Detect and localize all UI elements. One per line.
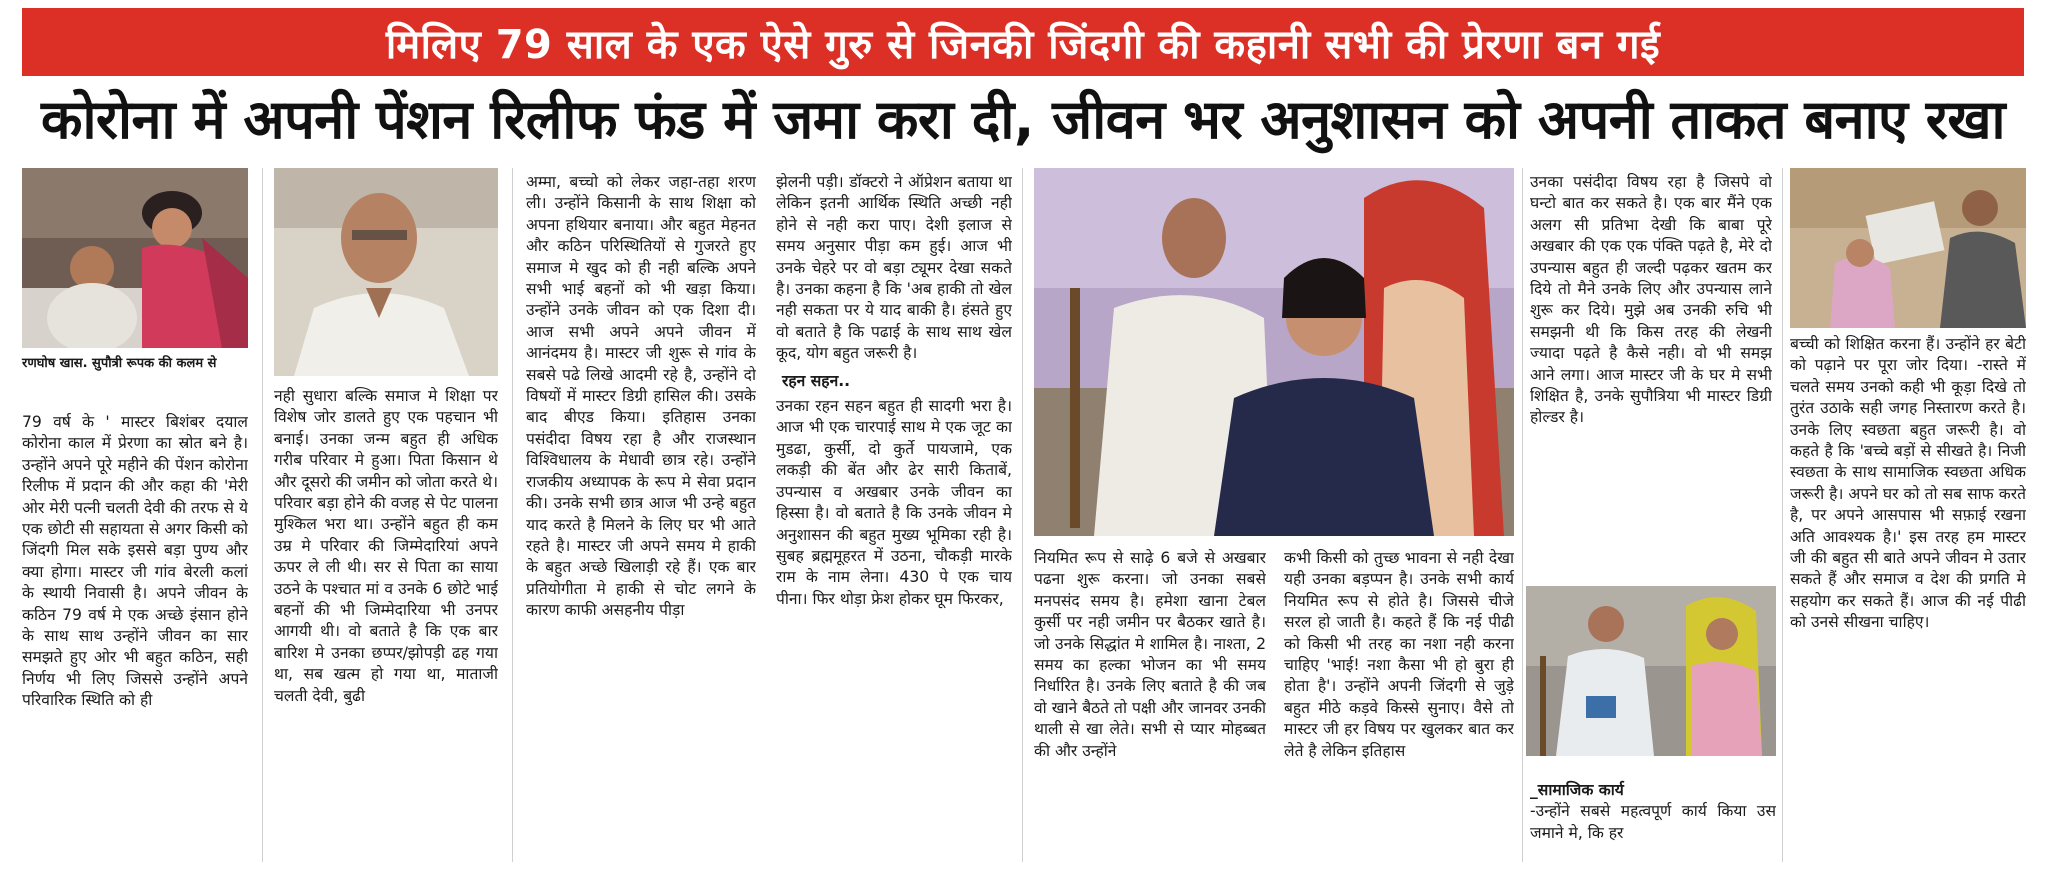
article-column-4 [776, 172, 1012, 862]
byline: रणघोष खास. सुपौत्री रूपक की कलम से [22, 356, 217, 371]
article-column-7-bottom [1530, 780, 1776, 864]
column-8-text: बच्ची को शिक्षित करना हैं। उन्होंने हर बेटी को पढ़ाने पर पूरा जोर दिया। -रास्ते में चलते समय उनको कही भी कूड़ा दिखे तो तुरंत उठाके सही जगह निस्तारण करते है। उनके लिए स्वछता बहुत जरूरी है। वो कहते है कि 'बच्चे बड़ों से सीखते है। निजी स्वछता के साथ सामाजिक स्वछता अधिक जरूरी है। अपने घर को तो सब साफ करते है, पर अपने आसपास भी सफ़ाई रखना अति आवश्यक है।' इस तरह हम मास्टर जी की बहुत सी बाते अपने जीवन मे उतार सकते हैं और समाज व देश की प्रगति मे सहयोग कर सकते हैं। आज की नई पीढी को उनसे सीखना चाहिए। [1790, 335, 2026, 632]
column-4-text-b: उनका रहन सहन बहुत ही सादगी भरा है। आज भी एक चारपाई साथ मे एक जूट का मुडढा, कुर्सी, दो कुर्ते पायजामे, एक लकड़ी की बेंत और ढेर सारी किताबें, उपन्यास व अखबार उनके जीवन का हिस्सा है। वो बताते है कि उनके जीवन मे अनुशासन की बहुत मुख्य भूमिका रही है। सुबह ब्रह्ममूहरत में उठना, चौकड़ी मारके राम के नाम लेना। 430 पे एक चाय पीना। फिर थोड़ा फ्रेश होकर घूम फिरकर, [776, 397, 1012, 608]
column-6-text: कभी किसी को तुच्छ भावना से नही देखा यही उनका बड़प्पन है। उनके सभी कार्य नियमित रूप से होते है। जिससे चीजे सरल हो जाती है। कहते हैं कि नई पीढी को किसी भी तरह का नशा नही करना चाहिए 'भाई! नशा कैसा भी हो बुरा ही होता है'। उन्होंने अपनी जिंदगी से जुड़े बहुत मीठे कड़वे किस्से सुनाए। वैसे तो मास्टर जी हर विषय पर खुलकर बात कर लेते है लेकिन इतिहास [1284, 549, 1514, 760]
photo-master-portrait [274, 168, 498, 376]
column-3-text: अम्मा, बच्चो को लेकर जहा-तहा शरण ली। उन्होंने किसानी के साथ शिक्षा को अपना हथियार बनाया। और बहुत मेहनत और कठिन परिस्थितियों से गुजरते हुए समाज मे खुद को ही नही बल्कि अपने सभी भाई बहनों को भी खड़ा किया। उन्होंने उनके जीवन को एक दिशा दी। आज सभी अपने अपने जीवन में आनंदमय है। मास्टर जी शुरू से गांव के सबसे पढे लिखे आदमी रहे है, उन्होंने दो विषयों में मास्टर डिग्री हासिल की। उसके बाद बीएड किया। इतिहास उनका पसंदीदा विषय रहा है और राजस्थान विश्विधालय के मेधावी छात्र रहे। उन्होंने राजकीय अध्यापक के रूप मे सेवा प्रदान की। उनके सभी छात्र आज भी उन्हे बहुत याद करते है मिलने के लिए घर भी आते रहते है। मास्टर जी अपने समय मे हाकी के बहुत अच्छे खिलाड़ी रहे हैं। एक बार प्रतियोगीता मे हाकी से चोट लगने के कारण काफी असहनीय पीड़ा [526, 173, 756, 620]
column-divider [1022, 168, 1023, 862]
article-column-8 [1790, 334, 2026, 862]
column-divider [262, 168, 263, 862]
article-column-2 [274, 386, 498, 862]
article-column-6 [1284, 548, 1514, 862]
column-7-text-b: -उन्होंने सबसे महत्वपूर्ण कार्य किया उस जमाने मे, कि हर [1530, 802, 1776, 842]
top-banner: मिलिए 79 साल के एक ऐसे गुरु से जिनकी जिंदगी की कहानी सभी की प्रेरणा बन गई [22, 8, 2024, 76]
column-1-text: 79 वर्ष के ' मास्टर बिशंबर दयाल कोरोना काल में प्रेरणा का स्रोत बने है। उन्होंने अपने पूरे महीने की पेंशन कोरोना रिलीफ में प्रदान की और कहा की 'मेरी ओर मेरी पत्नी चलती देवी की तरफ से ये एक छोटी सी सहायता से अगर किसी को जिंदगी मिल सके इससे बड़ा पुण्य और क्या होगा। मास्टर जी गांव बेरली कलां के स्थायी निवासी है। अपने जीवन के कठिन 79 वर्ष मे एक अच्छे इंसान होने के साथ साथ उन्होंने जीवन का सार समझते हुए ओर भी बहुत कठिन, सही निर्णय भी लिए जिससे उन्होंने अपने परिवारिक स्थिति को ही [22, 413, 248, 710]
article-column-5 [1034, 548, 1266, 862]
article-column-1 [22, 412, 248, 862]
column-7-text-a: उनका पसंदीदा विषय रहा है जिसपे वो घन्टो बात कर सकते है। एक बार मैंने एक अलग सी प्रतिभा देखी कि बाबा पूरे अखबार की एक एक पंक्ति पढ़ते है, मेरे दो उपन्यास बहुत ही जल्दी पढ़कर खतम कर दिये तो मैने उनके लिए और उपन्यास लाने शुरू कर दिये। मुझे अब उनकी रुचि भी समझनी थी कि किस तरह की लेखनी ज्यादा पढ़ते है कैसे नही। वो भी समझ आने लगा। आज मास्टर जी के घर मे सभी शिक्षित है, उनके सुपौत्रिया भी मास्टर डिग्री होल्डर है। [1530, 173, 1772, 427]
column-5-text: नियमित रूप से साढ़े 6 बजे से अखबार पढना शुरू करना। जो उनका सबसे मनपसंद समय है। हमेशा खाना टेबल कुर्सी पर नही जमीन पर बैठकर खाते है। जो उनके सिद्धांत मे शामिल है। नाश्ता, 2 समय का हल्का भोजन का भी समय निर्धारित है। उनके लिए बताते है की जब वो खाने बैठते तो पक्षी और जानवर उनकी थाली से खा लेते। सभी से प्यार मोहब्बत की और उन्होंने [1034, 549, 1266, 760]
photo-couple-seated [1526, 586, 1776, 756]
column-divider [1782, 168, 1783, 862]
column-4-text-a: झेलनी पड़ी। डॉक्टरो ने ऑप्रेशन बताया था लेकिन इतनी आर्थिक स्थिति अच्छी नही होने से नही करा पाए। देशी इलाज से समय अनुसार पीड़ा कम हुई। आज भी उनके चेहरे पर वो बड़ा ट्यूमर देखा सकते है। उनका कहना है कि 'अब हाकी तो खेल नही सकता पर ये याद बाकी है। हंसते हुए वो बताते है कि पढाई के साथ साथ खेल कूद, योग बहुत जरूरी है। [776, 173, 1012, 363]
column-4-subhead: रहन सहन.. [782, 371, 851, 390]
article-column-7-top [1530, 172, 1772, 572]
column-divider [512, 168, 513, 862]
column-divider [1522, 168, 1523, 862]
column-2-text: नही सुधारा बल्कि समाज मे शिक्षा पर विशेष जोर डालते हुए एक पहचान भी बनाई। उनका जन्म बहुत ही अधिक गरीब परिवार मे हुआ। पिता किसान थे और दूसरो की जमीन को जोता करते थे। परिवार बड़ा होने की वजह से पेट पालना मुश्किल भरा था। उन्होंने बहुत ही कम उम्र मे परिवार की जिम्मेदारियां अपने ऊपर ले ली थी। सर से पिता का साया उठने के पश्चात मां व उनके 6 छोटे भाई बहनों की भी जिम्मेदारिया भी उनपर आगयी थी। वो बताते है कि एक बार बारिश मे उनका छप्पर/झोपड़ी ढह गया था, सब खत्म हो गया था, माताजी चलती देवी, बुढी [274, 387, 498, 705]
photo-master-granddaughter [22, 168, 248, 348]
column-7-subhead: _सामाजिक कार्य [1530, 781, 1624, 799]
photo-master-reading [1790, 168, 2026, 328]
photo-family [1034, 168, 1514, 536]
article-column-3 [526, 172, 756, 862]
main-headline: कोरोना में अपनी पेंशन रिलीफ फंड में जमा करा दी, जीवन भर अनुशासन को अपनी ताकत बनाए रखा [40, 88, 2006, 151]
